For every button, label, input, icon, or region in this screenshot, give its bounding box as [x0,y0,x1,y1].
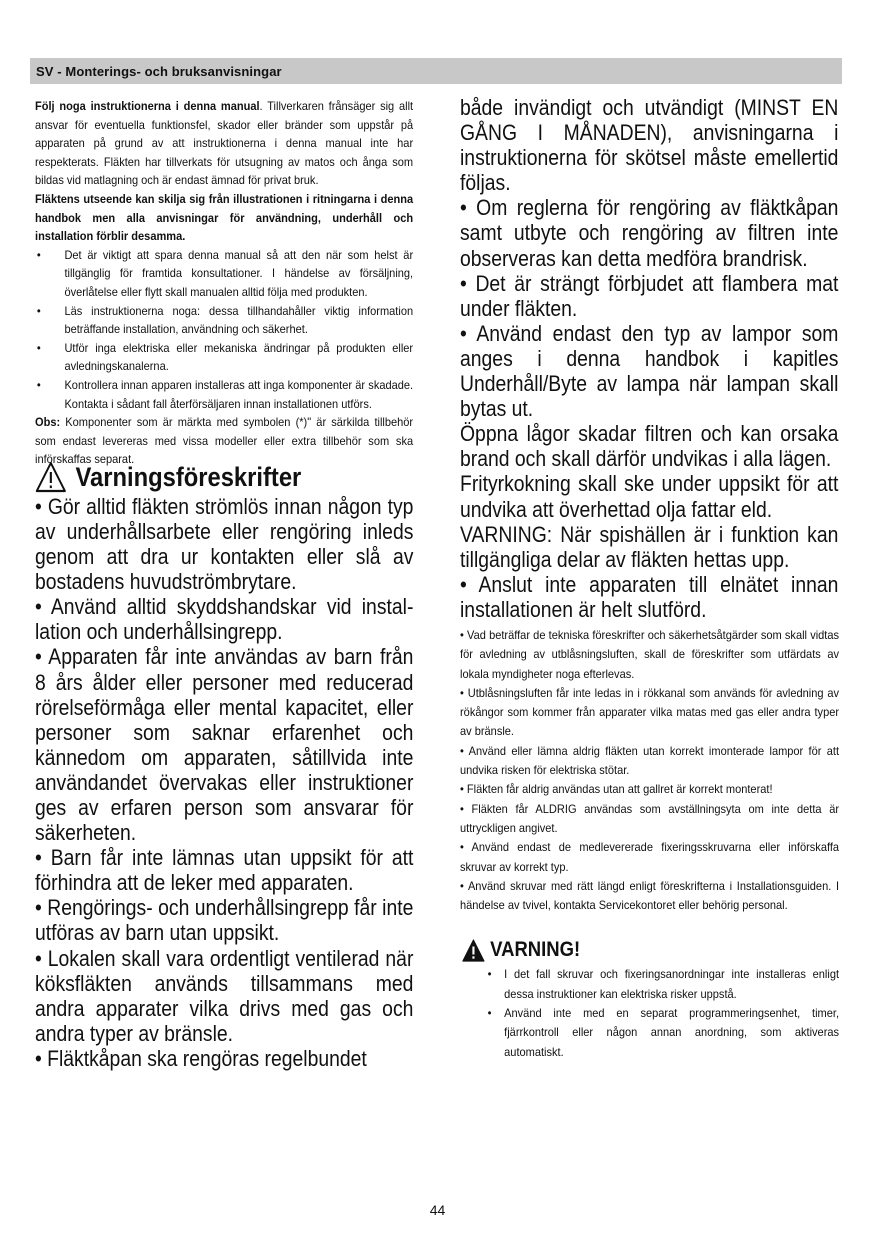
warning-triangle-filled-icon [462,939,485,962]
paragraph: • Om reglerna för rengöring av fläktkåpan samt utbyte och rengöring av filtren inte observeras kan detta medföra brandrisk. [460,195,839,271]
paragraph: • Fläktkåpan ska rengöras regelbundet [35,1045,367,1071]
paragraph: Frityrkokning skall ske under uppsikt för att undvika att överhettad olja fattar eld. [460,471,839,522]
section-header: SV - Monterings- och bruksanvisningar [30,58,842,84]
paragraph: • Apparaten får inte användas av barn från 8 års ålder eller personer med reducerad rörelseförmåga eller mental kapacitet, eller personer som saknar erfarenhet och kännedom om apparaten, såtillvida inte användandet övervakas eller instruktioner ges av erfaren person som ansvarar för säkerheten. [35,644,414,846]
paragraph: • Använd alltid skyddshandskar vid instal-lation och underhållsingrepp. [35,594,414,645]
intro-paragraph [35,97,413,190]
paragraph: • Fläkten får aldrig användas utan att gallret är korrekt monterat! [460,782,773,797]
obs-label: Obs: [35,415,61,430]
list-item: • Utför inga elektriska eller mekaniska ändringar på produkten eller avledningskanalerna. [36,340,414,374]
right-body [460,95,838,622]
varning-block [460,965,839,1061]
paragraph: • Utblåsningsluften får inte ledas in i rökkanal som används för avledning av rökångor som kommer från apparater vilka matas med gas eller andra typer av bränsle. [460,685,840,739]
paragraph: VARNING: När spishällen är i funktion kan tillgängliga delar av fläkten hettas upp. [460,521,839,572]
right-column [460,95,839,1062]
warnings-heading [35,461,368,493]
paragraph: • Använd endast de medlevererade fixeringsskruvarna eller införskaffa skruvar av korrekt typ. [460,840,840,874]
intro-block [35,97,413,469]
paragraph: • Barn får inte lämnas utan uppsikt för att förhindra att de leker med apparaten. [35,845,414,896]
list-item: • Använd inte med en separat programmeringsenhet, timer, fjärrkontroll eller någon annan anordning, som aktiveras automatiskt. [487,1006,840,1059]
paragraph: • Rengörings- och underhållsingrepp får inte utföras av barn utan uppsikt. [35,895,414,946]
appearance-note: Fläktens utseende kan skilja sig från illustrationen i ritningarna i denna handbok men alla anvisningar för användning, underhåll och installation förblir desamma. [35,191,414,244]
list-item: • I det fall skruvar och fixeringsanordningar inte installeras enligt dessa instruktioner kan elektriska risker uppstå. [487,967,840,1001]
technical-notes [460,626,839,915]
paragraph: • Det är strängt förbjudet att flambera mat under fläkten. [460,270,839,321]
paragraph: både invändigt och utvändigt (MINST EN GÅNG I MÅNADEN), anvisningarna i instruktionerna för skötsel måste emellertid följas. [460,95,839,196]
paragraph: Öppna lågor skadar filtren och kan orsaka brand och skall därför undvikas i alla lägen. [460,421,839,472]
list-item: • Det är viktigt att spara denna manual så att den när som helst är tillgänglig för framtida konsultationer. I händelse av försäljning, överlåtelse eller flytt skall manualen alltid följa med produkten. [36,247,414,299]
paragraph: • Använd endast den typ av lampor som anges i denna handbok i kapitles Underhåll/Byte av lampa när lampan skall bytas ut. [460,320,839,422]
page-number: 44 [429,1202,446,1218]
varning-bullet-list [460,965,839,1061]
paragraph: • Vad beträffar de tekniska föreskrifter och säkerhetsåtgärder som skall vidtas för avledning av utblåsningsluften, skall de föreskrifter som utfärdats av lokala myndigheter noga efterlevas. [460,627,840,681]
intro-text: . Tillverkaren frånsäger sig allt ansvar för eventuella funktionsfel, skador eller bränder som uppstår på apparaten på grund av att instruktionerna i denna manual inte har respekterats. Fläkten har tillverkats för utsugning av matos och ånga som bildas vid matlagning och är endast ämnad för privat bruk. [35,99,414,188]
paragraph: • Använd skruvar med rätt längd enligt föreskrifterna i Installationsguiden. I händelse av tvivel, kontakta Servicekontoret eller behörig personal. [460,878,840,913]
warnings-body [35,494,413,1071]
obs-text: Komponenter som är märkta med symbolen (*)" är särkilda tillbehör som endast levereras med vissa modeller eller extra tillbehör som ska införskaffas separat. [35,415,414,467]
safety-bullet-list [35,246,413,413]
list-item: • Kontrollera innan apparen installeras att inga komponenter är skadade. Kontakta i sådant fall återförsäljaren innan installationen utförs. [36,377,414,411]
list-item: • Läs instruktionerna noga: dessa tillhandahåller viktig information beträffande installation, användning och säkerhet. [36,303,414,337]
intro-bold: Följ noga instruktionerna i denna manual [35,99,260,113]
paragraph: • Använd eller lämna aldrig fläkten utan korrekt imonterade lampor för att undvika risken för elektriska stötar. [460,743,840,778]
paragraph: • Fläkten får ALDRIG användas som avställningsyta om inte detta är uttryckligen angivet. [460,801,840,835]
varning-title: VARNING! [490,938,581,962]
warnings-title: Varningsföreskrifter [75,461,302,492]
left-column [35,97,413,1071]
paragraph: • Lokalen skall vara ordentligt ventilerad när köksfläkten används tillsammans med andra apparater vilka drivs med gas och andra typer av bränsle. [35,945,414,1046]
varning-heading [462,937,794,963]
paragraph: • Gör alltid fläkten strömlös innan någon typ av underhållsarbete eller rengöring inleds genom att dra ur kontakten eller slå av bostadens huvudströmbrytare. [35,493,414,595]
paragraph: • Anslut inte apparaten till elnätet innan installationen är helt slutförd. [460,571,839,622]
warning-triangle-icon [35,461,67,493]
